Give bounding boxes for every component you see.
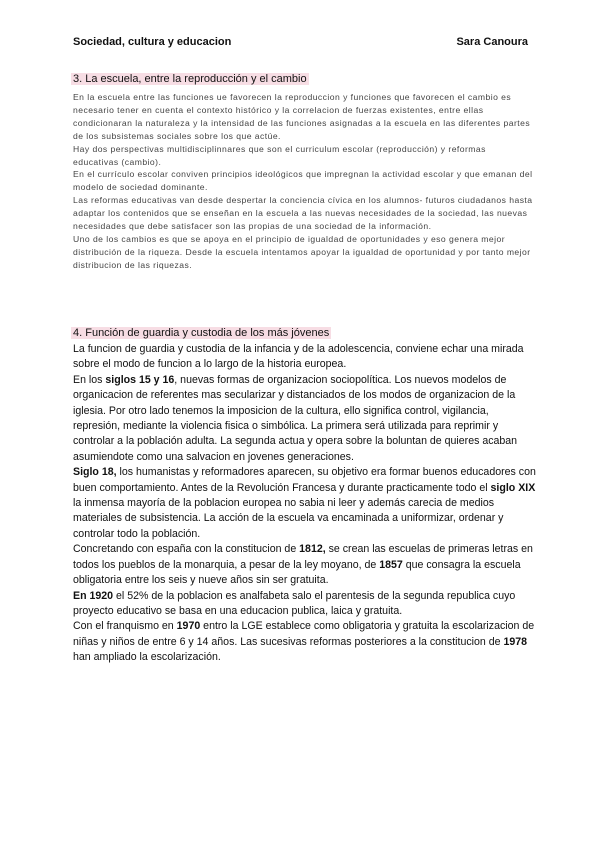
paragraph: En el currículo escolar conviven principios ideológicos que impregnan la actividad escolar y que emanan del modelo de sociedad dominante. [73,169,533,193]
paragraph [73,465,538,542]
bold-text: En 1920 [73,589,114,602]
header-author: Sara Canoura [456,36,528,48]
paragraph: En la escuela entre las funciones ue favorecen la reproduccion y funciones que favorecen el cambio es necesario tener en cuenta el contexto histórico y la correlacion de fuerzas existentes, entre ellas condicionaran la naturaleza y la intensidad de las funciones asignadas a la escuela en las diferentes partes de los subsistemas sociales sobre los que actúe. [73,92,531,141]
section-4 [73,323,538,666]
section-4-title: 4. Función de guardia y custodia de los más jóvenes [73,327,330,339]
paragraph: Las reformas educativas van desde despertar la conciencia cívica en los alumnos- futuros ciudadanos hasta adaptar los contenidos que se enseñan en la escuela a las nuevas necesidades de la sociedad, las nuevas necesidades que debe satisfacer son las propias de una sociedad de la información. [73,195,533,232]
section-3-title: 3. La escuela, entre la reproducción y el cambio [73,73,307,85]
header-course-title: Sociedad, cultura y educacion [73,36,232,48]
text-run: han ampliado la escolarización. [73,651,221,664]
text-run: Con el franquismo en [73,620,177,633]
bold-text: 1857 [379,558,403,571]
text-run: la inmensa mayoría de la poblacion europea no sabia ni leer y además carecia de medios materiales de subsistencia. La acción de la escuela va encaminada a uniformizar, ordenar y controlar todo la población. [73,497,504,540]
bold-text: siglos 15 y 16 [105,373,175,386]
paragraph: Hay dos perspectivas multidisciplinnares que son el curriculum escolar (reproducción) y reformas educativas (cambio). [73,143,486,167]
bold-text: siglo XIX [490,481,536,494]
text-run: los humanistas y reformadores aparecen, su objetivo era formar buenos educadores con buen comportamiento. Antes de la Revolución Francesa y durante practicamente todo el [73,466,536,494]
section-3 [73,69,533,272]
text-run: Concretando con españa con la constitucion de [73,543,300,556]
bold-text: 1978 [503,635,528,648]
paragraph [73,373,538,465]
section-3-body [73,91,533,272]
page-header [73,36,528,48]
text-run: En los [73,373,106,386]
section-4-body [73,342,538,666]
paragraph [73,619,538,665]
bold-text: 1970 [176,620,201,633]
bold-text: Siglo 18, [73,466,117,479]
paragraph [73,542,538,588]
text-run: , nuevas formas de organizacion sociopolítica. Los nuevos modelos de organicacion de referentes mas secularizar y distanciados de los modos de organizacion de la iglesia. Por otro lado tenemos la imposicion de la cultura, ello significa control, vigilancia, represión, mediante la violencia fisica o simbólica. La primera será utilizada para reprimir y controlar a la población adulta. La segunda actua y opera sobre la boluntan de quieres acaban asumiendote como una salvacion en jovenes generaciones. [73,373,518,463]
text-run: que consagra la escuela obligatoria entre los seis y nueve años sin ser gratuita. [73,558,521,587]
paragraph: Uno de los cambios es que se apoya en el principio de igualdad de oportunidades y eso genera mejor distribución de la riqueza. Desde la escuela intentamos apoyar la igualdad de oportunidad y por tanto mejor distribucion de las riquezas. [73,233,531,270]
text-run: el 52% de la poblacion es analfabeta salo el parentesis de la segunda republica cuyo proyecto educativo se basa en una educacion publica, laica y gratuita. [73,589,516,617]
paragraph: La funcion de guardia y custodia de la infancia y de la adolescencia, conviene echar una mirada sobre el modo de funcion a lo largo de la historia europea. [73,343,524,371]
paragraph [73,589,538,620]
text-run: se crean las escuelas de primeras letras en todos los pueblos de la monarquia, a pesar de la ley moyano, de [73,543,533,571]
text-run: entro la LGE establece como obligatoria y gratuita la escolarizacion de niñas y niños de entre 6 y 14 años. Las sucesivas reformas posteriores a la constitucion de [73,620,535,648]
bold-text: 1812, [299,543,326,556]
